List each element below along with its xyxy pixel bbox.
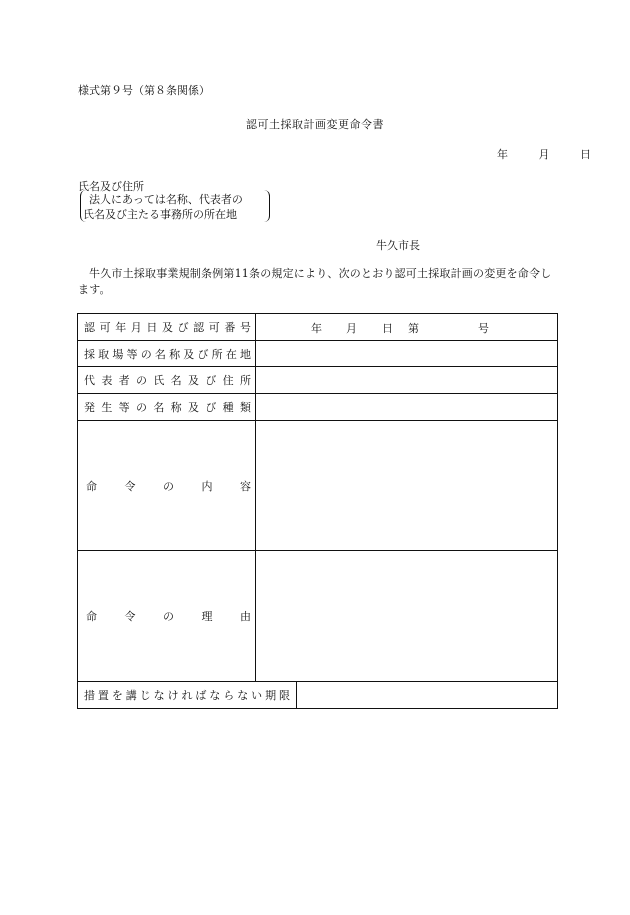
row-label-site: 採取場等の名称及び所在地 bbox=[78, 341, 256, 367]
addressee-note-bracket bbox=[80, 190, 270, 222]
permit-dai-label: 第 bbox=[408, 322, 419, 335]
table-row bbox=[78, 341, 558, 367]
permit-year-label: 年 bbox=[311, 322, 322, 335]
order-reason-cell[interactable] bbox=[256, 551, 558, 682]
deadline-label-text: 措置を講じなければならない期限 bbox=[84, 689, 290, 702]
representative-value-cell[interactable] bbox=[256, 367, 558, 394]
date-year: 年 bbox=[497, 148, 508, 161]
addressee-note-line1: 法人にあっては名称、代表者の bbox=[89, 193, 243, 206]
permit-go-label: 号 bbox=[478, 322, 489, 335]
origin-value-cell[interactable] bbox=[256, 394, 558, 421]
addressee-label: 氏名及び住所 bbox=[78, 180, 144, 193]
addressee-note-line2: 氏名及び主たる事務所の所在地 bbox=[83, 208, 237, 221]
order-table bbox=[77, 313, 558, 709]
date-month: 月 bbox=[538, 148, 550, 161]
row-label-representative: 代表者の氏名及び住所 bbox=[78, 367, 256, 394]
order-content-cell[interactable] bbox=[256, 421, 558, 551]
table-row bbox=[78, 314, 558, 341]
permit-month-label: 月 bbox=[346, 322, 357, 335]
table-row bbox=[78, 421, 558, 551]
permit-value-cell[interactable] bbox=[256, 314, 558, 341]
site-value-cell[interactable] bbox=[256, 341, 558, 367]
deadline-value-cell[interactable] bbox=[297, 682, 557, 708]
date-line bbox=[470, 146, 591, 162]
table-row bbox=[78, 682, 558, 709]
permit-day-label: 日 bbox=[382, 322, 393, 335]
table-row bbox=[78, 394, 558, 421]
issuer-name: 牛久市長 bbox=[376, 239, 420, 252]
row-label-order-content: 命令の内容 bbox=[78, 421, 256, 551]
row-label-permit: 認可年月日及び認可番号 bbox=[78, 314, 256, 341]
date-day: 日 bbox=[580, 148, 591, 161]
table-row bbox=[78, 551, 558, 682]
table-row bbox=[78, 367, 558, 394]
body-text: 牛久市土採取事業規制条例第11条の規定により、次のとおり認可土採取計画の変更を命令します。 bbox=[78, 267, 552, 296]
deadline-label bbox=[78, 682, 297, 708]
row-label-origin: 発生等の名称及び種類 bbox=[78, 394, 256, 421]
document-title: 認可土採取計画変更命令書 bbox=[246, 118, 384, 131]
row-label-order-reason: 命令の理由 bbox=[78, 551, 256, 682]
form-number: 様式第９号（第８条関係） bbox=[78, 84, 210, 97]
